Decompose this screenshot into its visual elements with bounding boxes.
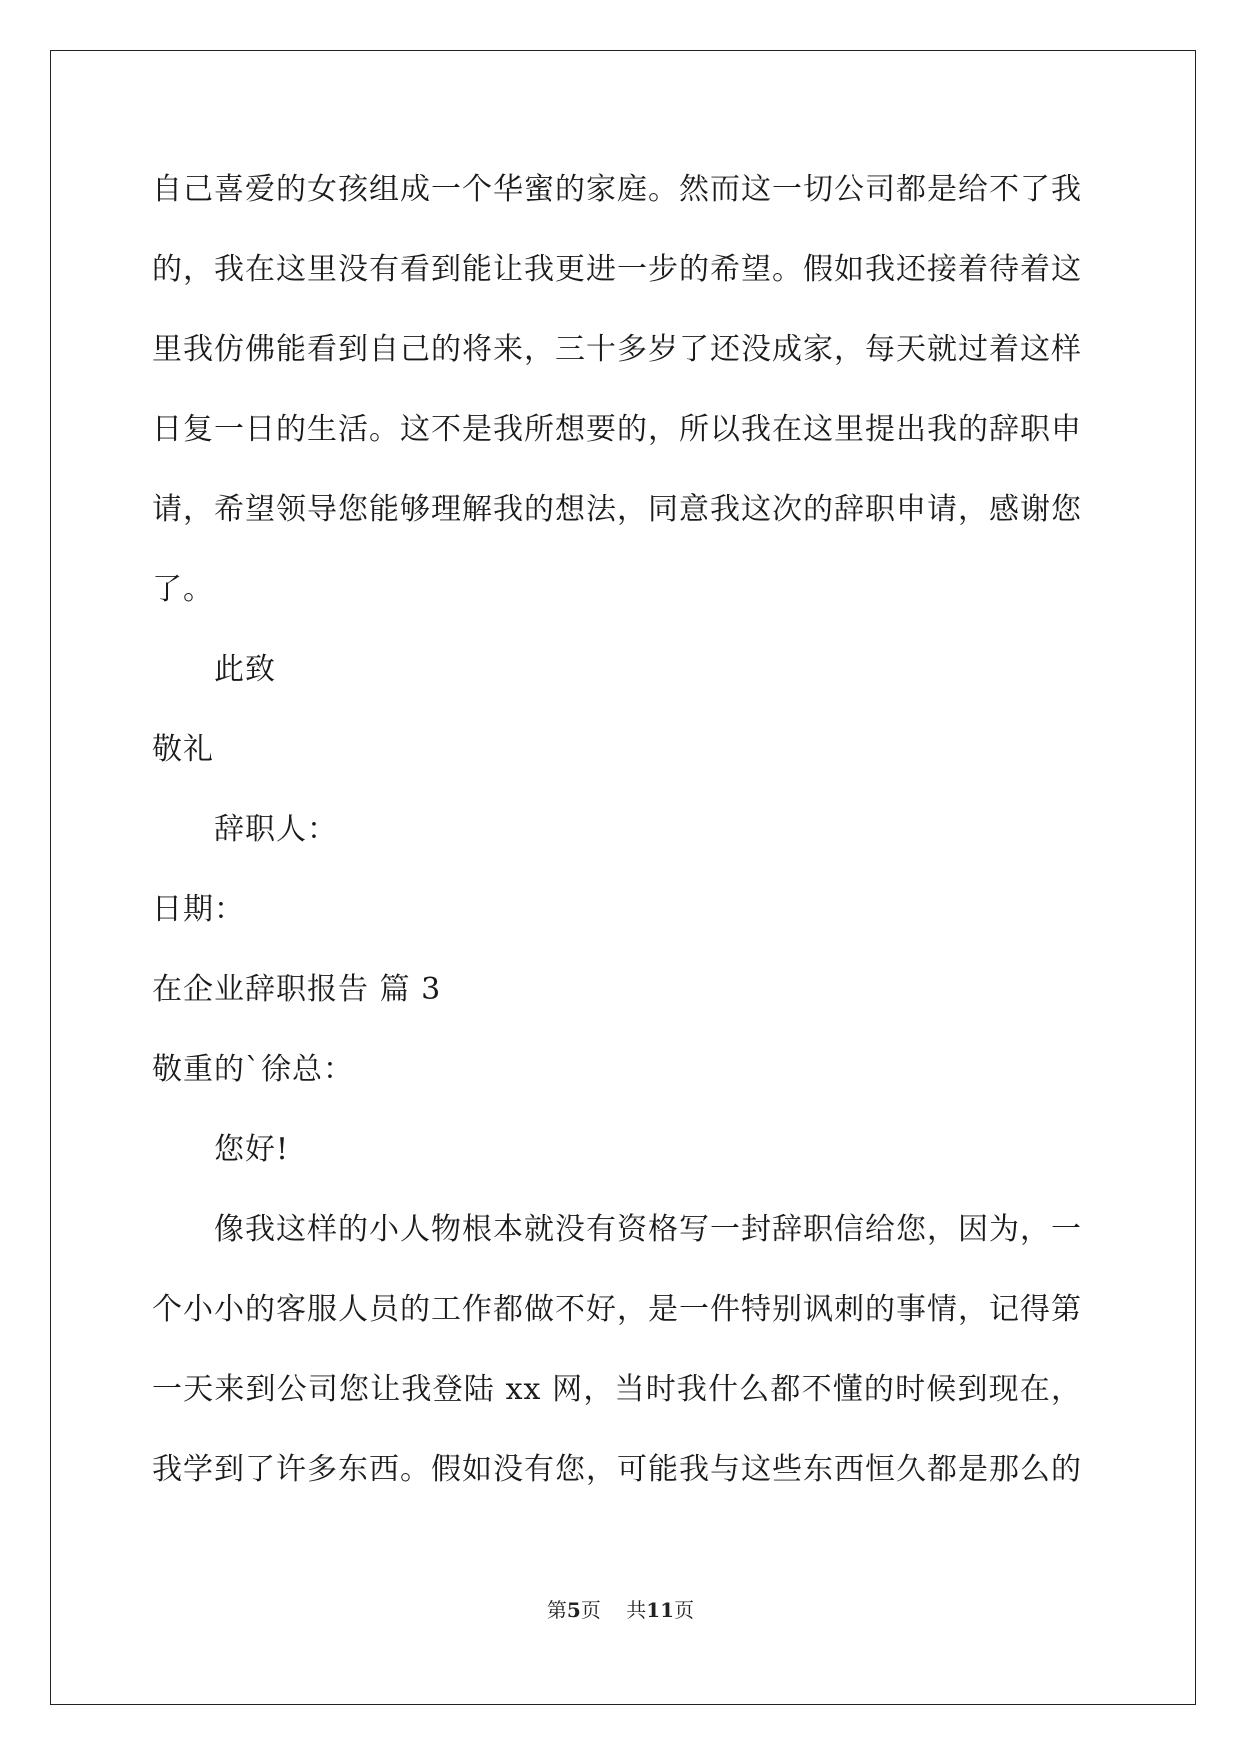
footer-total-suffix: 页	[674, 1598, 695, 1622]
paragraph-line: 一天来到公司您让我登陆 xx 网，当时我什么都不懂的时候到现在，	[152, 1372, 1082, 1407]
page-footer	[0, 1598, 1241, 1622]
footer-total-prefix: 共	[626, 1598, 647, 1622]
paragraph-line: 我学到了许多东西。假如没有您，可能我与这些东西恒久都是那么的	[152, 1452, 1082, 1487]
date-label: 日期：	[152, 892, 245, 927]
closing-regards: 敬礼	[152, 732, 214, 767]
footer-page-prefix: 第	[546, 1598, 567, 1622]
paragraph-line: 了。	[152, 572, 214, 607]
footer-page-number: 5	[566, 1598, 581, 1622]
footer-total-number: 11	[646, 1598, 675, 1622]
paragraph-line: 的，我在这里没有看到能让我更进一步的希望。假如我还接着待着这	[152, 252, 1082, 287]
paragraph-line: 像我这样的小人物根本就没有资格写一封辞职信给您，因为，一	[214, 1212, 1082, 1247]
section-title: 在企业辞职报告 篇 3	[152, 972, 442, 1007]
paragraph-line: 请，希望领导您能够理解我的想法，同意我这次的辞职申请，感谢您	[152, 492, 1082, 527]
letter-hello: 您好!	[214, 1132, 290, 1167]
paragraph-line: 自己喜爱的女孩组成一个华蜜的家庭。然而这一切公司都是给不了我	[152, 172, 1082, 207]
paragraph-line: 日复一日的生活。这不是我所想要的，所以我在这里提出我的辞职申	[152, 412, 1082, 447]
paragraph-line: 个小小的客服人员的工作都做不好，是一件特别讽刺的事情，记得第	[152, 1292, 1082, 1327]
closing-salutation: 此致	[214, 652, 276, 687]
footer-page-suffix: 页	[580, 1598, 601, 1622]
paragraph-line: 里我仿佛能看到自己的将来，三十多岁了还没成家，每天就过着这样	[152, 332, 1082, 367]
signer-label: 辞职人：	[214, 812, 338, 847]
letter-greeting: 敬重的`徐总：	[152, 1052, 354, 1087]
